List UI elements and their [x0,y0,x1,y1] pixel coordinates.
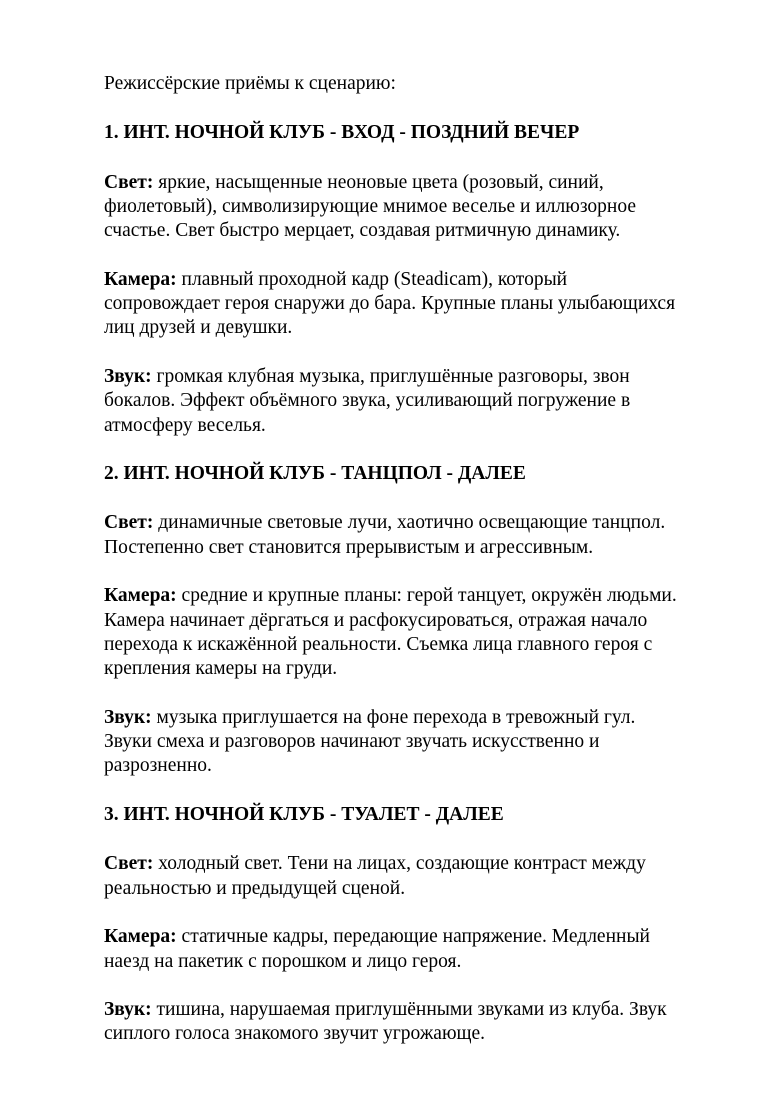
block-text: сиплого голоса знакомого звучит угрожающе. [104,1023,486,1045]
block-text: громкая клубная музыка, приглушённые разговоры, звон [151,365,630,387]
intro-heading: Режиссёрские приёмы к сценарию: [104,73,396,94]
block-text: Постепенно свет становится прерывистым и агрессивным. [104,536,594,558]
block-text: разрозненно. [104,755,212,777]
block-label: Свет: [104,512,154,534]
light-block [104,511,744,560]
block-text: холодный свет. Тени на лицах, создающие контраст между [153,853,646,875]
camera-block [104,268,744,341]
camera-block [104,584,744,681]
sound-block [104,365,744,438]
block-text: крепления камеры на груди. [104,658,338,680]
block-text: статичные кадры, передающие напряжение. Медленный [176,926,650,948]
scene-2 [104,462,744,779]
block-label: Звук: [104,999,152,1021]
light-block [104,852,744,901]
scene-title: 3. ИНТ. НОЧНОЙ КЛУБ - ТУАЛЕТ - ДАЛЕЕ [104,804,504,826]
sound-block [104,998,744,1047]
scene-3 [104,803,744,1047]
block-text: бокалов. Эффект объёмного звука, усиливающий погружение в [104,390,631,412]
block-text: Звуки смеха и разговоров начинают звучать искусственно и [104,731,600,753]
sound-block [104,706,744,779]
block-label: Свет: [104,171,154,193]
block-text: наезд на пакетик с порошком и лицо героя. [104,950,462,972]
light-block [104,171,744,244]
block-text: перехода к искажённой реальности. Съемка лица главного героя с [104,633,653,655]
block-label: Звук: [104,365,152,387]
block-text: средние и крупные планы: герой танцует, окружён людьми. [176,585,677,607]
camera-block [104,925,744,974]
block-label: Свет: [104,853,154,875]
block-text: Камера начинает дёргаться и расфокусироваться, отражая начало [104,609,648,631]
block-text: реальностью и предыдущей сценой. [104,877,406,899]
block-text: лиц друзей и девушки. [104,317,293,339]
block-text: фиолетовый), символизирующие мнимое веселье и иллюзорное [104,195,636,217]
block-text: тишина, нарушаемая приглушёнными звуками из клуба. Звук [151,999,667,1021]
block-label: Камера: [104,268,177,290]
block-text: атмосферу веселья. [104,414,266,436]
block-text: музыка приглушается на фоне перехода в тревожный гул. [151,706,636,728]
block-text: плавный проходной кадр (Steadicam), который [176,268,568,290]
block-text: яркие, насыщенные неоновые цвета (розовый, синий, [153,171,604,193]
block-text: счастье. Свет быстро мерцает, создавая ритмичную динамику. [104,220,621,242]
document-page [104,72,744,1071]
block-text: динамичные световые лучи, хаотично освещающие танцпол. [153,512,666,534]
scene-title: 1. ИНТ. НОЧНОЙ КЛУБ - ВХОД - ПОЗДНИЙ ВЕЧЕР [104,122,580,144]
scene-title: 2. ИНТ. НОЧНОЙ КЛУБ - ТАНЦПОЛ - ДАЛЕЕ [104,463,526,485]
block-label: Камера: [104,926,177,948]
scene-1 [104,121,744,438]
block-label: Звук: [104,706,152,728]
block-text: сопровождает героя снаружи до бара. Крупные планы улыбающихся [104,293,676,315]
block-label: Камера: [104,585,177,607]
